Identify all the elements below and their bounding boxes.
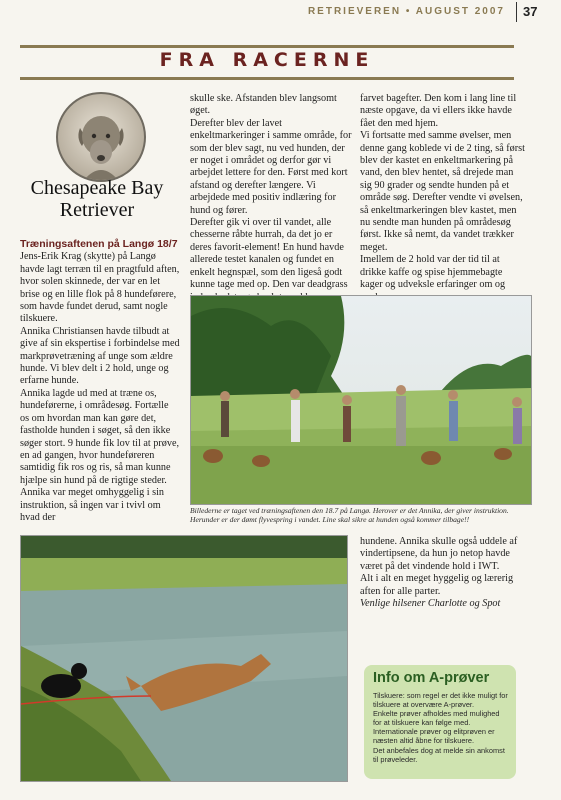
page-number: 37 xyxy=(523,4,538,19)
paragraph: Derefter gik vi over til vandet, alle chesserne råbte hurrah, da det jo er deres favorit-element! En hund havde allerede testet kanalen og fundet en enkelt hegnspæl, som den ligeså godt kunne tage med op. Den var deadgrass xyxy=(190,217,348,291)
article-column-2 xyxy=(190,93,352,304)
dog-jumping-photo xyxy=(20,535,348,782)
magazine-header: RETRIEVEREN • AUGUST 2007 xyxy=(307,6,505,17)
breed-title xyxy=(14,177,180,221)
paragraph: farvet bagefter. Den kom i lang line til næste opgave, da vi ellers ikke havde fået den med hjem. xyxy=(360,93,517,129)
paragraph: Alt i alt en meget hyggelig og lærerig aften for alle parter. xyxy=(360,573,514,597)
info-paragraph: Tilskuere: som regel er det ikke muligt for tilskuere at overvære A-prøver. xyxy=(373,691,508,710)
breed-title-line2: Retriever xyxy=(59,199,135,221)
paragraph: Imellem de 2 hold var der tid til at drikke kaffe og spise hjemmebagte kager og udveksle erfaringer om og xyxy=(360,254,506,291)
article-subheading: Træningsaftenen på Langø 18/7 xyxy=(20,238,178,250)
article-column-4 xyxy=(360,536,518,610)
info-box-title: Info om A-prøver xyxy=(373,670,490,686)
paragraph: skulle ske. Afstanden blev langsomt øget. xyxy=(190,93,337,117)
photo-caption: Billederne er taget ved træningsaftenen den 18.7 på Langø. Herover er det Annika, der giver instruktion. Herunder er der dømt flyvespring i vandet. Line skal sikre at hunden også kommer tilbage!! xyxy=(190,506,509,525)
info-paragraph: Det anbefales dog at melde sin ankomst til prøveleder. xyxy=(373,745,505,764)
banner-top-rule xyxy=(20,45,514,48)
paragraph: Vi fortsatte med samme øvelser, men denne gang koblede vi de 2 ting, så først blev der kastet en enkeltmarkering på vand, den blev hentet, så drejede man sig 90 grader og sendte hunden på et område søg. Derefter vendte vi øvelsen, så enkeltmarkeringen blev kastet, men nu sendte man hunden på områdesøg først. Ikke så nemt, da vandet trækker meget. xyxy=(360,130,525,253)
signature: Venlige hilsener Charlotte og Spot xyxy=(360,598,501,610)
paragraph: hundene. Annika skulle også uddele af vindertipsene, da hun jo netop havde været på det vindende hold i IWT. xyxy=(360,536,518,572)
article-column-3 xyxy=(360,93,525,304)
article-column-1 xyxy=(20,238,180,524)
info-paragraph: Enkelte prøver afholdes med mulighed for at tilskuere kan følge med. Internationale prøver og elitprøven er næsten altid åbne for tilskuere. xyxy=(373,709,500,746)
paragraph: Annika Christiansen havde tilbudt at give af sin ekspertise i forbindelse med markprøvetræning af unge som ældre hunde. Vi blev delt i 2 hold, unge og erfarne hunde. xyxy=(20,325,180,387)
section-title: FRA RACERNE xyxy=(159,49,375,71)
training-field-photo xyxy=(190,295,532,505)
breed-title-line1: Chesapeake Bay xyxy=(30,177,164,199)
info-box-body xyxy=(373,691,508,764)
info-box xyxy=(364,665,516,779)
header-divider xyxy=(516,2,517,22)
banner-bottom-rule xyxy=(20,77,514,80)
paragraph: Jens-Erik Krag (skytte) på Langø havde lagt terræn til en pragtfuld aften, hvor solen skinnede, der var en let brise og en lille flok på 8 hundeførere, som havde fundet derud, samt nogle tilskuere. xyxy=(20,251,180,325)
dog-portrait-logo xyxy=(56,92,146,182)
dog-head-icon xyxy=(58,94,144,180)
paragraph: Annika lagde ud med at træne os, hundeførerne, i områdesøg. Fortælle os om hvordan man kan gøre det, fastholde hunden i søget, så den ikke søger stort. 9 hunde fik lov til at prøve, en ad gangen, hvor hundeføreren samtidig fik ros og ris, så man kunne hjælpe sin hund på de rigtige steder. Annika var meget omhyggelig i sin instruktion, så ingen var i tvivl om hvad der xyxy=(20,387,180,523)
paragraph: Derefter blev der lavet enkeltmarkeringer i samme område, for som der blev sagt, nu ved hunden, der er noget i området og derfor gør vi arbejdet lettere for den. Først med kort afstand og derefter længere. Vi arbejdede med positiv indlæring for hund og fører. xyxy=(190,117,352,216)
